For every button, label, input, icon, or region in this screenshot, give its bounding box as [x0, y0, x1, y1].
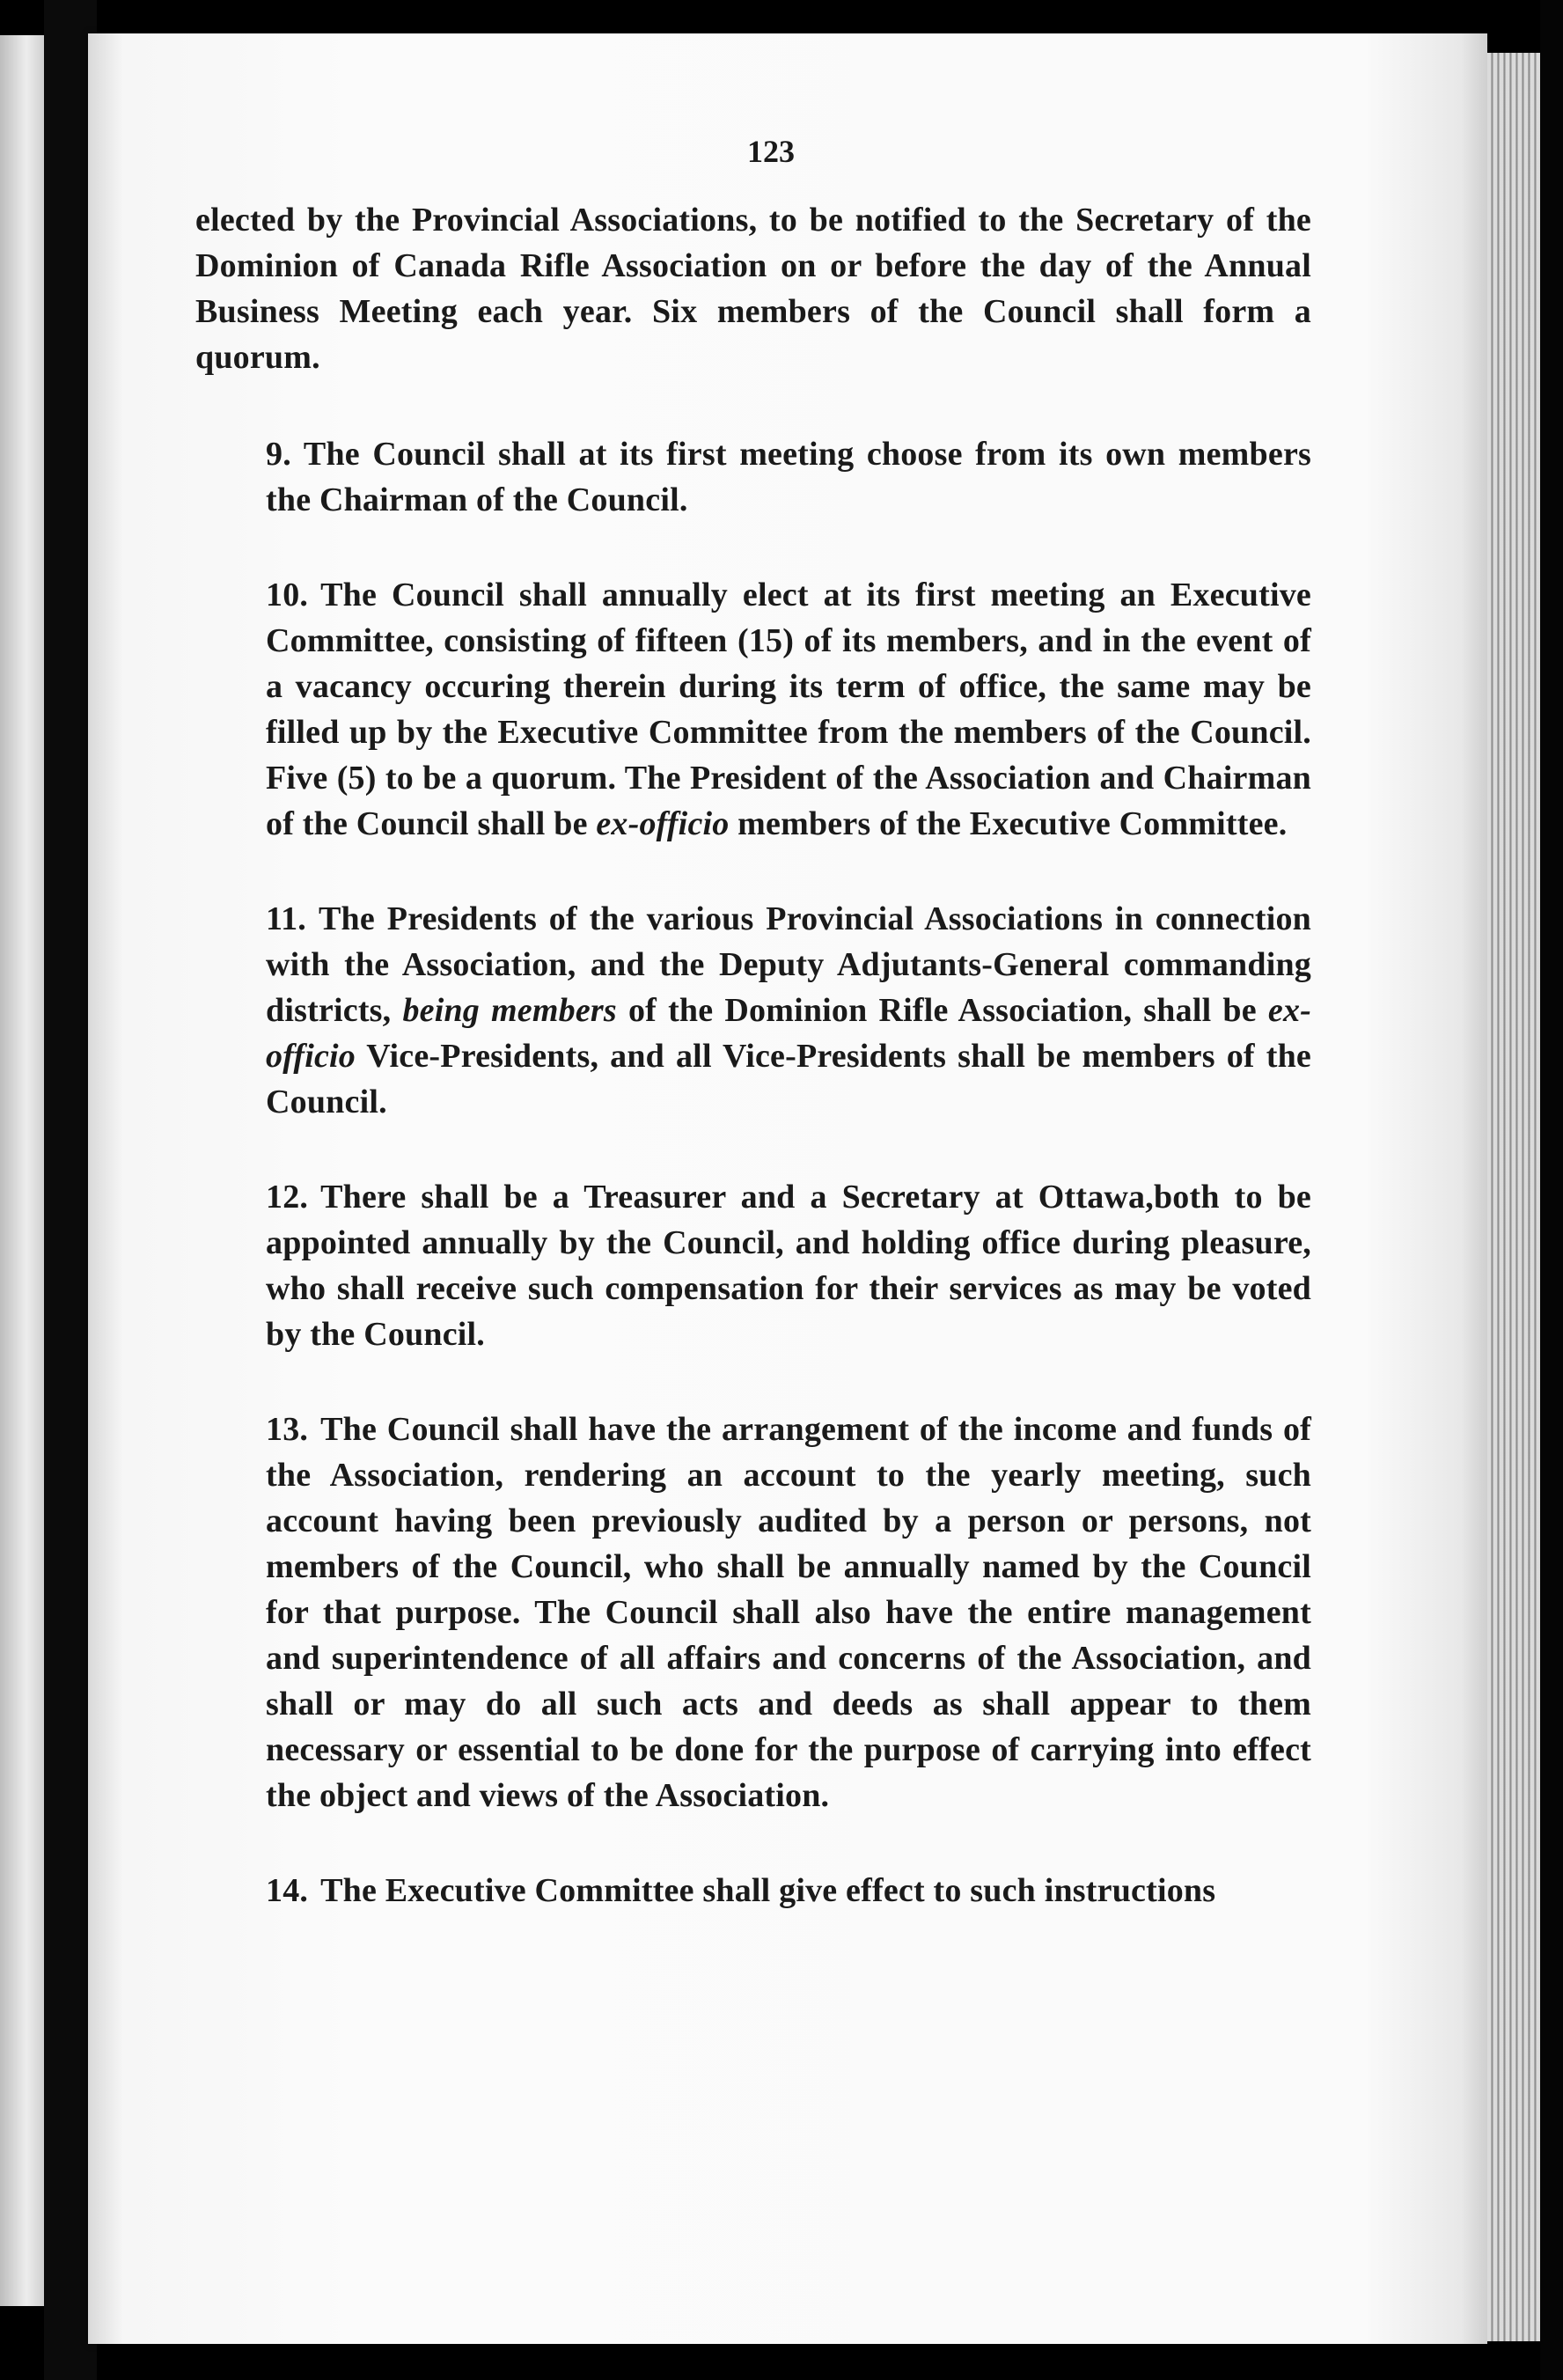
- paragraph: [195, 1868, 1311, 1914]
- paragraph: [195, 1407, 1311, 1818]
- paragraph: [195, 197, 1311, 380]
- paragraph-text: The Presidents of the various Provincial Associations in connection with the Association, and the Deputy Adjutants-General commanding districts,: [266, 900, 1311, 1029]
- italic-text: ex-officio: [596, 805, 730, 842]
- paragraph-number: 9.: [266, 436, 291, 473]
- italic-text: ex-officio: [266, 992, 1311, 1075]
- page-leaf-edges: [1487, 53, 1540, 2341]
- previous-page-edge: [0, 35, 44, 2306]
- paragraph-text: of the Dominion Rifle Association, shall be: [616, 992, 1268, 1029]
- paragraph-text: Vice-Presidents, and all Vice-Presidents shall be members of the Council.: [266, 1038, 1311, 1120]
- paragraph-text: The Council shall at its first meeting choose from its own members the Chairman of the Council.: [266, 436, 1311, 518]
- scan-border: [1540, 0, 1563, 2380]
- paragraph-number: 13.: [266, 1411, 309, 1448]
- page-number: 123: [747, 134, 795, 169]
- paragraph-number: 14.: [266, 1872, 309, 1909]
- paragraph: [195, 896, 1311, 1125]
- paragraph-number: 11.: [266, 900, 307, 937]
- paragraph-text: The Council shall have the arrangement of the income and funds of the Association, rendering an account to the yearly meeting, such account having been previously audited by a person or persons, not members of the Council, who shall be annually named by the Council for that purpose. The Council shall also have the entire management and superintendence of all affairs and concerns of the Association, and shall or may do all such acts and deeds as shall appear to them necessary or essential to be done for the purpose of carrying into effect the object and views of the Association.: [266, 1411, 1311, 1814]
- italic-text: being members: [402, 992, 617, 1029]
- paragraph: [195, 431, 1311, 523]
- paragraph-text: There shall be a Treasurer and a Secretary at Ottawa,both to be appointed annually by the Council, and holding office during pleasure, who shall receive such compensation for their services as may be voted by the Council.: [266, 1179, 1311, 1353]
- page-text: [195, 132, 1311, 1963]
- paragraph-number: 12.: [266, 1179, 309, 1216]
- paragraph-text: members of the Executive Committee.: [729, 805, 1288, 842]
- paragraph-text: The Executive Committee shall give effect to such instructions: [320, 1872, 1216, 1909]
- paragraph: [195, 572, 1311, 847]
- paragraph-text: elected by the Provincial Associations, to be notified to the Secretary of the Dominion of Canada Rifle Association on or before the day of the Annual Business Meeting each year. Six members of the Council shall form a quorum.: [195, 202, 1311, 376]
- paragraph: [195, 1174, 1311, 1357]
- paragraph-text: The Council shall annually elect at its first meeting an Executive Committee, consisting of fifteen (15) of its members, and in the event of a vacancy occuring therein during its term of office, the same may be filled up by the Executive Committee from the members of the Council. Five (5) to be a quorum. The President of the Association and Chairman of the Council shall be: [266, 577, 1311, 842]
- paragraph-number: 10.: [266, 577, 309, 613]
- paragraph-list: [195, 197, 1311, 1914]
